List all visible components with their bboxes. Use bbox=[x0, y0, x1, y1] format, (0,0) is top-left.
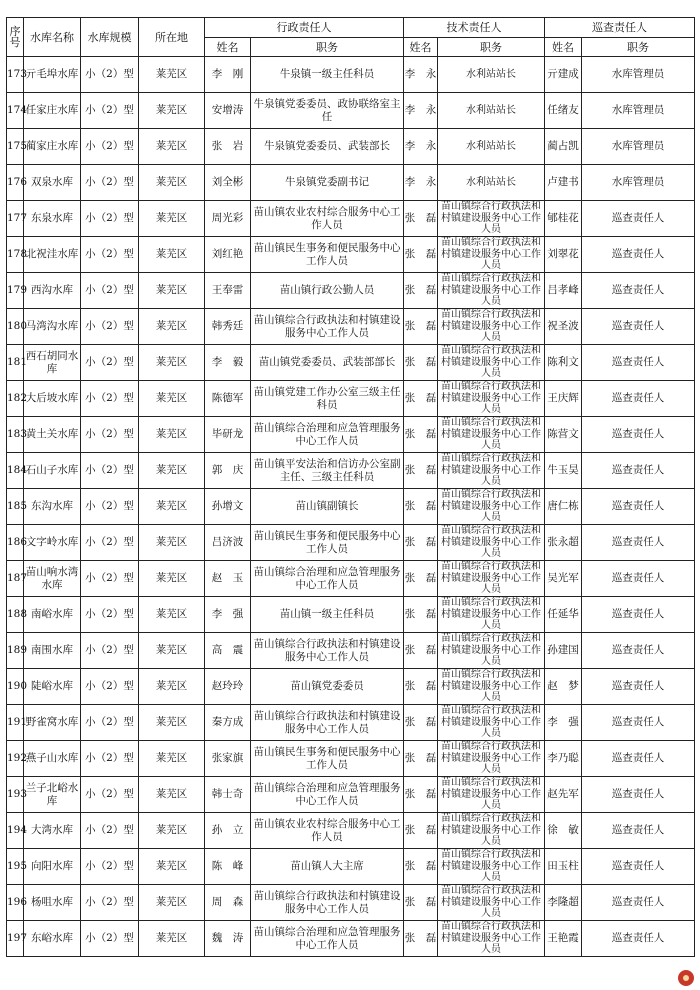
cell-location: 莱芜区 bbox=[139, 669, 205, 705]
cell-patrol-name: 任延华 bbox=[545, 597, 582, 633]
cell-scale: 小（2）型 bbox=[81, 921, 139, 957]
cell-patrol-duty: 水库管理员 bbox=[582, 129, 695, 165]
table-row bbox=[7, 165, 695, 201]
cell-scale: 小（2）型 bbox=[81, 129, 139, 165]
table-row bbox=[7, 417, 695, 453]
cell-admin-name: 毕研龙 bbox=[205, 417, 251, 453]
cell-tech-duty: 水利站站长 bbox=[438, 129, 545, 165]
cell-patrol-name: 李乃聪 bbox=[545, 741, 582, 777]
table-row bbox=[7, 273, 695, 309]
cell-admin-duty: 牛泉镇党委副书记 bbox=[251, 165, 404, 201]
cell-patrol-duty: 巡查责任人 bbox=[582, 417, 695, 453]
cell-reservoir-name: 燕子山水库 bbox=[24, 741, 81, 777]
table-row bbox=[7, 561, 695, 597]
cell-patrol-duty: 巡查责任人 bbox=[582, 777, 695, 813]
cell-tech-duty: 苗山镇综合行政执法和村镇建设服务中心工作人员 bbox=[438, 633, 545, 669]
header-tech-name: 姓名 bbox=[404, 38, 438, 57]
table-row bbox=[7, 669, 695, 705]
cell-admin-name: 孙 立 bbox=[205, 813, 251, 849]
header-admin-duty: 职务 bbox=[251, 38, 404, 57]
cell-seq: 174 bbox=[7, 93, 24, 129]
cell-reservoir-name: 马湾沟水库 bbox=[24, 309, 81, 345]
cell-admin-duty: 苗山镇民生事务和便民服务中心工作人员 bbox=[251, 237, 404, 273]
cell-patrol-duty: 巡查责任人 bbox=[582, 849, 695, 885]
cell-seq: 183 bbox=[7, 417, 24, 453]
cell-admin-duty: 牛泉镇党委委员、武装部长 bbox=[251, 129, 404, 165]
cell-location: 莱芜区 bbox=[139, 885, 205, 921]
cell-seq: 175 bbox=[7, 129, 24, 165]
cell-admin-duty: 苗山镇民生事务和便民服务中心工作人员 bbox=[251, 525, 404, 561]
cell-tech-name: 张 磊 bbox=[404, 453, 438, 489]
cell-scale: 小（2）型 bbox=[81, 417, 139, 453]
cell-admin-duty: 苗山镇党委委员 bbox=[251, 669, 404, 705]
cell-patrol-name: 蔺占凯 bbox=[545, 129, 582, 165]
cell-scale: 小（2）型 bbox=[81, 633, 139, 669]
cell-patrol-name: 王庆辉 bbox=[545, 381, 582, 417]
cell-patrol-name: 唐仁栋 bbox=[545, 489, 582, 525]
table-row bbox=[7, 597, 695, 633]
cell-admin-name: 张家旗 bbox=[205, 741, 251, 777]
cell-scale: 小（2）型 bbox=[81, 813, 139, 849]
cell-patrol-duty: 巡查责任人 bbox=[582, 489, 695, 525]
cell-admin-name: 李 强 bbox=[205, 597, 251, 633]
table-row bbox=[7, 453, 695, 489]
cell-patrol-name: 徐 敏 bbox=[545, 813, 582, 849]
cell-patrol-name: 郇桂花 bbox=[545, 201, 582, 237]
cell-reservoir-name: 文字岭水库 bbox=[24, 525, 81, 561]
cell-patrol-name: 赵 梦 bbox=[545, 669, 582, 705]
cell-patrol-name: 刘翠花 bbox=[545, 237, 582, 273]
cell-tech-duty: 苗山镇综合行政执法和村镇建设服务中心工作人员 bbox=[438, 849, 545, 885]
cell-admin-duty: 牛泉镇一级主任科员 bbox=[251, 57, 404, 93]
cell-location: 莱芜区 bbox=[139, 705, 205, 741]
cell-tech-duty: 苗山镇综合行政执法和村镇建设服务中心工作人员 bbox=[438, 273, 545, 309]
cell-location: 莱芜区 bbox=[139, 561, 205, 597]
cell-reservoir-name: 向阳水库 bbox=[24, 849, 81, 885]
cell-admin-duty: 苗山镇副镇长 bbox=[251, 489, 404, 525]
cell-patrol-duty: 水库管理员 bbox=[582, 57, 695, 93]
cell-tech-duty: 苗山镇综合行政执法和村镇建设服务中心工作人员 bbox=[438, 237, 545, 273]
cell-tech-duty: 苗山镇综合行政执法和村镇建设服务中心工作人员 bbox=[438, 885, 545, 921]
cell-patrol-name: 卢建书 bbox=[545, 165, 582, 201]
cell-patrol-name: 李隆超 bbox=[545, 885, 582, 921]
cell-location: 莱芜区 bbox=[139, 597, 205, 633]
cell-location: 莱芜区 bbox=[139, 201, 205, 237]
cell-patrol-duty: 水库管理员 bbox=[582, 165, 695, 201]
cell-location: 莱芜区 bbox=[139, 273, 205, 309]
header-tech-group: 技术责任人 bbox=[404, 18, 545, 38]
cell-seq: 186 bbox=[7, 525, 24, 561]
table-row bbox=[7, 741, 695, 777]
cell-patrol-duty: 巡查责任人 bbox=[582, 633, 695, 669]
cell-tech-name: 张 磊 bbox=[404, 525, 438, 561]
cell-reservoir-name: 石山子水库 bbox=[24, 453, 81, 489]
cell-seq: 190 bbox=[7, 669, 24, 705]
cell-patrol-name: 陈营文 bbox=[545, 417, 582, 453]
cell-scale: 小（2）型 bbox=[81, 669, 139, 705]
cell-scale: 小（2）型 bbox=[81, 309, 139, 345]
cell-patrol-name: 孙建国 bbox=[545, 633, 582, 669]
cell-admin-name: 高 震 bbox=[205, 633, 251, 669]
cell-admin-name: 魏 涛 bbox=[205, 921, 251, 957]
cell-scale: 小（2）型 bbox=[81, 777, 139, 813]
cell-reservoir-name: 西沟水库 bbox=[24, 273, 81, 309]
cell-scale: 小（2）型 bbox=[81, 57, 139, 93]
cell-reservoir-name: 东沟水库 bbox=[24, 489, 81, 525]
cell-location: 莱芜区 bbox=[139, 525, 205, 561]
cell-tech-duty: 苗山镇综合行政执法和村镇建设服务中心工作人员 bbox=[438, 813, 545, 849]
cell-admin-duty: 苗山镇平安法治和信访办公室副主任、三级主任科员 bbox=[251, 453, 404, 489]
cell-seq: 187 bbox=[7, 561, 24, 597]
cell-admin-name: 赵玲玲 bbox=[205, 669, 251, 705]
header-reservoir-name: 水库名称 bbox=[24, 18, 81, 57]
table-row bbox=[7, 129, 695, 165]
cell-seq: 197 bbox=[7, 921, 24, 957]
cell-admin-name: 王奉雷 bbox=[205, 273, 251, 309]
cell-seq: 176 bbox=[7, 165, 24, 201]
table-row bbox=[7, 57, 695, 93]
table-row bbox=[7, 849, 695, 885]
cell-patrol-duty: 巡查责任人 bbox=[582, 345, 695, 381]
cell-tech-duty: 苗山镇综合行政执法和村镇建设服务中心工作人员 bbox=[438, 453, 545, 489]
cell-admin-duty: 牛泉镇党委委员、政协联络室主任 bbox=[251, 93, 404, 129]
cell-location: 莱芜区 bbox=[139, 381, 205, 417]
cell-patrol-duty: 巡查责任人 bbox=[582, 453, 695, 489]
cell-scale: 小（2）型 bbox=[81, 489, 139, 525]
cell-admin-name: 吕济波 bbox=[205, 525, 251, 561]
cell-admin-name: 刘全彬 bbox=[205, 165, 251, 201]
cell-location: 莱芜区 bbox=[139, 237, 205, 273]
cell-scale: 小（2）型 bbox=[81, 741, 139, 777]
header-location: 所在地 bbox=[139, 18, 205, 57]
cell-tech-name: 张 磊 bbox=[404, 309, 438, 345]
header-admin-group: 行政责任人 bbox=[205, 18, 404, 38]
cell-reservoir-name: 大湾水库 bbox=[24, 813, 81, 849]
header-patrol-name: 姓名 bbox=[545, 38, 582, 57]
cell-reservoir-name: 苗山响水湾水库 bbox=[24, 561, 81, 597]
cell-scale: 小（2）型 bbox=[81, 237, 139, 273]
cell-seq: 185 bbox=[7, 489, 24, 525]
cell-seq: 181 bbox=[7, 345, 24, 381]
cell-admin-name: 赵 玉 bbox=[205, 561, 251, 597]
cell-seq: 178 bbox=[7, 237, 24, 273]
cell-scale: 小（2）型 bbox=[81, 273, 139, 309]
cell-location: 莱芜区 bbox=[139, 921, 205, 957]
cell-patrol-name: 牛玉昊 bbox=[545, 453, 582, 489]
cell-admin-duty: 苗山镇党委委员、武装部部长 bbox=[251, 345, 404, 381]
cell-patrol-name: 吕孝峰 bbox=[545, 273, 582, 309]
cell-scale: 小（2）型 bbox=[81, 381, 139, 417]
cell-reservoir-name: 西石胡同水库 bbox=[24, 345, 81, 381]
table-row bbox=[7, 237, 695, 273]
cell-scale: 小（2）型 bbox=[81, 705, 139, 741]
cell-admin-duty: 苗山镇人大主席 bbox=[251, 849, 404, 885]
cell-scale: 小（2）型 bbox=[81, 165, 139, 201]
cell-reservoir-name: 双泉水库 bbox=[24, 165, 81, 201]
cell-patrol-name: 吴光军 bbox=[545, 561, 582, 597]
cell-patrol-duty: 巡查责任人 bbox=[582, 237, 695, 273]
cell-scale: 小（2）型 bbox=[81, 561, 139, 597]
cell-patrol-name: 李 强 bbox=[545, 705, 582, 741]
cell-scale: 小（2）型 bbox=[81, 201, 139, 237]
cell-seq: 180 bbox=[7, 309, 24, 345]
cell-patrol-duty: 巡查责任人 bbox=[582, 273, 695, 309]
cell-scale: 小（2）型 bbox=[81, 885, 139, 921]
cell-seq: 184 bbox=[7, 453, 24, 489]
cell-seq: 191 bbox=[7, 705, 24, 741]
cell-patrol-duty: 水库管理员 bbox=[582, 93, 695, 129]
cell-location: 莱芜区 bbox=[139, 741, 205, 777]
cell-tech-name: 张 磊 bbox=[404, 885, 438, 921]
cell-reservoir-name: 南围水库 bbox=[24, 633, 81, 669]
cell-patrol-duty: 巡查责任人 bbox=[582, 813, 695, 849]
cell-tech-duty: 水利站站长 bbox=[438, 165, 545, 201]
cell-tech-name: 李 永 bbox=[404, 57, 438, 93]
cell-location: 莱芜区 bbox=[139, 813, 205, 849]
cell-tech-name: 张 磊 bbox=[404, 417, 438, 453]
cell-scale: 小（2）型 bbox=[81, 597, 139, 633]
cell-patrol-duty: 巡查责任人 bbox=[582, 741, 695, 777]
cell-tech-name: 张 磊 bbox=[404, 849, 438, 885]
cell-admin-duty: 苗山镇综合行政执法和村镇建设服务中心工作人员 bbox=[251, 705, 404, 741]
cell-admin-name: 李 刚 bbox=[205, 57, 251, 93]
cell-patrol-duty: 巡查责任人 bbox=[582, 669, 695, 705]
cell-reservoir-name: 野雀窝水库 bbox=[24, 705, 81, 741]
cell-admin-name: 陈德军 bbox=[205, 381, 251, 417]
cell-scale: 小（2）型 bbox=[81, 345, 139, 381]
cell-seq: 188 bbox=[7, 597, 24, 633]
cell-admin-duty: 苗山镇综合行政执法和村镇建设服务中心工作人员 bbox=[251, 885, 404, 921]
cell-reservoir-name: 北祝洼水库 bbox=[24, 237, 81, 273]
cell-location: 莱芜区 bbox=[139, 309, 205, 345]
table-row bbox=[7, 309, 695, 345]
cell-reservoir-name: 南峪水库 bbox=[24, 597, 81, 633]
cell-seq: 182 bbox=[7, 381, 24, 417]
cell-admin-duty: 苗山镇综合治理和应急管理服务中心工作人员 bbox=[251, 417, 404, 453]
cell-location: 莱芜区 bbox=[139, 489, 205, 525]
cell-tech-duty: 苗山镇综合行政执法和村镇建设服务中心工作人员 bbox=[438, 561, 545, 597]
cell-admin-name: 韩秀廷 bbox=[205, 309, 251, 345]
table-row bbox=[7, 489, 695, 525]
table-row bbox=[7, 345, 695, 381]
cell-patrol-duty: 巡查责任人 bbox=[582, 381, 695, 417]
cell-admin-name: 安增涛 bbox=[205, 93, 251, 129]
cell-admin-name: 郭 庆 bbox=[205, 453, 251, 489]
cell-location: 莱芜区 bbox=[139, 345, 205, 381]
cell-admin-name: 刘红艳 bbox=[205, 237, 251, 273]
cell-patrol-name: 任绪友 bbox=[545, 93, 582, 129]
cell-location: 莱芜区 bbox=[139, 165, 205, 201]
cell-reservoir-name: 东峪水库 bbox=[24, 921, 81, 957]
cell-seq: 196 bbox=[7, 885, 24, 921]
cell-seq: 195 bbox=[7, 849, 24, 885]
cell-admin-duty: 苗山镇农业农村综合服务中心工作人员 bbox=[251, 813, 404, 849]
cell-location: 莱芜区 bbox=[139, 417, 205, 453]
cell-tech-name: 张 磊 bbox=[404, 813, 438, 849]
watermark-logo-icon bbox=[678, 970, 694, 986]
cell-patrol-duty: 巡查责任人 bbox=[582, 885, 695, 921]
cell-patrol-name: 祝圣波 bbox=[545, 309, 582, 345]
cell-admin-name: 陈 峰 bbox=[205, 849, 251, 885]
cell-tech-name: 李 永 bbox=[404, 93, 438, 129]
cell-patrol-duty: 巡查责任人 bbox=[582, 201, 695, 237]
cell-location: 莱芜区 bbox=[139, 57, 205, 93]
cell-patrol-duty: 巡查责任人 bbox=[582, 561, 695, 597]
cell-admin-duty: 苗山镇综合行政执法和村镇建设服务中心工作人员 bbox=[251, 633, 404, 669]
cell-admin-duty: 苗山镇综合行政执法和村镇建设服务中心工作人员 bbox=[251, 309, 404, 345]
cell-patrol-duty: 巡查责任人 bbox=[582, 705, 695, 741]
cell-tech-duty: 苗山镇综合行政执法和村镇建设服务中心工作人员 bbox=[438, 669, 545, 705]
cell-location: 莱芜区 bbox=[139, 633, 205, 669]
table-body bbox=[7, 57, 695, 957]
cell-tech-name: 张 磊 bbox=[404, 741, 438, 777]
cell-tech-duty: 水利站站长 bbox=[438, 57, 545, 93]
cell-tech-name: 张 磊 bbox=[404, 381, 438, 417]
cell-location: 莱芜区 bbox=[139, 93, 205, 129]
cell-tech-duty: 苗山镇综合行政执法和村镇建设服务中心工作人员 bbox=[438, 705, 545, 741]
header-seq: 序号 bbox=[7, 18, 24, 57]
cell-admin-duty: 苗山镇民生事务和便民服务中心工作人员 bbox=[251, 741, 404, 777]
cell-reservoir-name: 东泉水库 bbox=[24, 201, 81, 237]
cell-tech-name: 张 磊 bbox=[404, 273, 438, 309]
cell-tech-duty: 水利站站长 bbox=[438, 93, 545, 129]
cell-tech-name: 张 磊 bbox=[404, 201, 438, 237]
table-row bbox=[7, 525, 695, 561]
reservoir-responsibility-table bbox=[6, 17, 695, 957]
cell-location: 莱芜区 bbox=[139, 849, 205, 885]
cell-seq: 179 bbox=[7, 273, 24, 309]
cell-reservoir-name: 陡峪水库 bbox=[24, 669, 81, 705]
cell-tech-duty: 苗山镇综合行政执法和村镇建设服务中心工作人员 bbox=[438, 381, 545, 417]
cell-tech-name: 张 磊 bbox=[404, 921, 438, 957]
cell-scale: 小（2）型 bbox=[81, 849, 139, 885]
table-row bbox=[7, 885, 695, 921]
cell-reservoir-name: 兰子北峪水库 bbox=[24, 777, 81, 813]
cell-admin-name: 周 森 bbox=[205, 885, 251, 921]
cell-patrol-name: 赵先军 bbox=[545, 777, 582, 813]
cell-admin-duty: 苗山镇农业农村综合服务中心工作人员 bbox=[251, 201, 404, 237]
header-tech-duty: 职务 bbox=[438, 38, 545, 57]
cell-patrol-name: 亓建成 bbox=[545, 57, 582, 93]
cell-seq: 193 bbox=[7, 777, 24, 813]
cell-admin-name: 韩士奇 bbox=[205, 777, 251, 813]
cell-scale: 小（2）型 bbox=[81, 453, 139, 489]
cell-tech-name: 张 磊 bbox=[404, 597, 438, 633]
table-header bbox=[7, 18, 695, 57]
cell-tech-name: 李 永 bbox=[404, 165, 438, 201]
cell-patrol-name: 张永超 bbox=[545, 525, 582, 561]
table-row bbox=[7, 777, 695, 813]
cell-seq: 177 bbox=[7, 201, 24, 237]
header-scale: 水库规模 bbox=[81, 18, 139, 57]
cell-seq: 194 bbox=[7, 813, 24, 849]
cell-tech-name: 张 磊 bbox=[404, 669, 438, 705]
cell-patrol-name: 陈利文 bbox=[545, 345, 582, 381]
cell-scale: 小（2）型 bbox=[81, 93, 139, 129]
cell-tech-duty: 苗山镇综合行政执法和村镇建设服务中心工作人员 bbox=[438, 489, 545, 525]
cell-patrol-duty: 巡查责任人 bbox=[582, 921, 695, 957]
cell-tech-duty: 苗山镇综合行政执法和村镇建设服务中心工作人员 bbox=[438, 201, 545, 237]
cell-patrol-duty: 巡查责任人 bbox=[582, 597, 695, 633]
cell-seq: 173 bbox=[7, 57, 24, 93]
cell-tech-name: 张 磊 bbox=[404, 705, 438, 741]
cell-location: 莱芜区 bbox=[139, 777, 205, 813]
table-row bbox=[7, 705, 695, 741]
cell-tech-name: 张 磊 bbox=[404, 237, 438, 273]
cell-patrol-duty: 巡查责任人 bbox=[582, 309, 695, 345]
table-row bbox=[7, 921, 695, 957]
cell-tech-name: 李 永 bbox=[404, 129, 438, 165]
cell-admin-name: 李 毅 bbox=[205, 345, 251, 381]
cell-admin-name: 周光彩 bbox=[205, 201, 251, 237]
cell-reservoir-name: 任家庄水库 bbox=[24, 93, 81, 129]
cell-scale: 小（2）型 bbox=[81, 525, 139, 561]
cell-admin-duty: 苗山镇一级主任科员 bbox=[251, 597, 404, 633]
cell-tech-duty: 苗山镇综合行政执法和村镇建设服务中心工作人员 bbox=[438, 417, 545, 453]
cell-tech-duty: 苗山镇综合行政执法和村镇建设服务中心工作人员 bbox=[438, 777, 545, 813]
cell-patrol-name: 田玉柱 bbox=[545, 849, 582, 885]
header-patrol-duty: 职务 bbox=[582, 38, 695, 57]
cell-location: 莱芜区 bbox=[139, 129, 205, 165]
cell-admin-duty: 苗山镇综合治理和应急管理服务中心工作人员 bbox=[251, 921, 404, 957]
header-patrol-group: 巡查责任人 bbox=[545, 18, 695, 38]
cell-patrol-name: 王艳霞 bbox=[545, 921, 582, 957]
cell-admin-duty: 苗山镇综合治理和应急管理服务中心工作人员 bbox=[251, 561, 404, 597]
cell-tech-duty: 苗山镇综合行政执法和村镇建设服务中心工作人员 bbox=[438, 597, 545, 633]
cell-tech-name: 张 磊 bbox=[404, 489, 438, 525]
cell-admin-name: 秦方成 bbox=[205, 705, 251, 741]
cell-reservoir-name: 黄土关水库 bbox=[24, 417, 81, 453]
table-row bbox=[7, 813, 695, 849]
cell-tech-name: 张 磊 bbox=[404, 345, 438, 381]
cell-reservoir-name: 蔺家庄水库 bbox=[24, 129, 81, 165]
cell-reservoir-name: 亓毛埠水库 bbox=[24, 57, 81, 93]
cell-tech-duty: 苗山镇综合行政执法和村镇建设服务中心工作人员 bbox=[438, 741, 545, 777]
cell-tech-name: 张 磊 bbox=[404, 633, 438, 669]
cell-patrol-duty: 巡查责任人 bbox=[582, 525, 695, 561]
cell-tech-duty: 苗山镇综合行政执法和村镇建设服务中心工作人员 bbox=[438, 345, 545, 381]
table-row bbox=[7, 201, 695, 237]
header-admin-name: 姓名 bbox=[205, 38, 251, 57]
cell-admin-duty: 苗山镇党建工作办公室三级主任科员 bbox=[251, 381, 404, 417]
cell-tech-name: 张 磊 bbox=[404, 777, 438, 813]
table-row bbox=[7, 633, 695, 669]
table-row bbox=[7, 93, 695, 129]
cell-admin-duty: 苗山镇综合治理和应急管理服务中心工作人员 bbox=[251, 777, 404, 813]
cell-tech-duty: 苗山镇综合行政执法和村镇建设服务中心工作人员 bbox=[438, 921, 545, 957]
cell-reservoir-name: 杨咀水库 bbox=[24, 885, 81, 921]
cell-admin-duty: 苗山镇行政公勤人员 bbox=[251, 273, 404, 309]
table-row bbox=[7, 381, 695, 417]
cell-seq: 192 bbox=[7, 741, 24, 777]
cell-tech-duty: 苗山镇综合行政执法和村镇建设服务中心工作人员 bbox=[438, 525, 545, 561]
cell-location: 莱芜区 bbox=[139, 453, 205, 489]
cell-seq: 189 bbox=[7, 633, 24, 669]
cell-tech-duty: 苗山镇综合行政执法和村镇建设服务中心工作人员 bbox=[438, 309, 545, 345]
cell-tech-name: 张 磊 bbox=[404, 561, 438, 597]
cell-admin-name: 张 岩 bbox=[205, 129, 251, 165]
cell-reservoir-name: 大后坡水库 bbox=[24, 381, 81, 417]
cell-admin-name: 孙增文 bbox=[205, 489, 251, 525]
